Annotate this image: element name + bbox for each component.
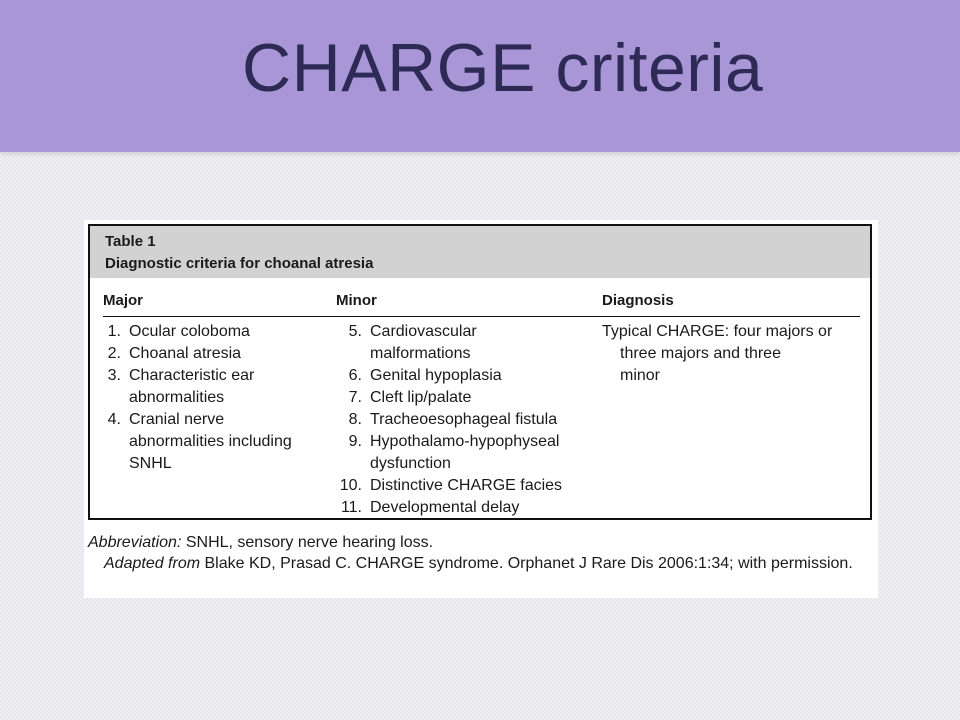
column-header-diagnosis: Diagnosis <box>602 292 674 309</box>
table-header <box>90 226 870 278</box>
criterion-item <box>336 497 596 519</box>
diagnosis-line: minor <box>620 367 661 384</box>
table-caption: Diagnostic criteria for choanal atresia <box>105 255 374 272</box>
criterion-text-line: abnormalities <box>129 389 225 406</box>
criterion-item <box>336 321 596 365</box>
diagnosis-text <box>602 321 864 387</box>
criterion-number: 1. <box>107 323 121 340</box>
diagnosis-line: Typical CHARGE: four majors or <box>602 323 833 340</box>
criterion-text-line: Tracheoesophageal fistula <box>370 411 558 428</box>
criterion-item <box>336 387 596 409</box>
criteria-table <box>88 224 872 520</box>
criterion-item <box>103 343 328 365</box>
criterion-text <box>362 409 557 431</box>
criterion-text-line: Choanal atresia <box>129 345 242 362</box>
criterion-text <box>362 365 502 387</box>
minor-criteria-list <box>336 321 596 519</box>
criterion-text-line: Cardiovascular <box>370 323 477 340</box>
criterion-text <box>362 475 562 497</box>
criterion-text-line: malformations <box>370 345 471 362</box>
criterion-number: 5. <box>348 323 362 340</box>
table-label: Table 1 <box>105 233 156 250</box>
criterion-text-line: Cranial nerve <box>129 411 225 428</box>
source-label: Adapted from <box>104 555 201 572</box>
criterion-item <box>336 475 596 497</box>
column-header-major: Major <box>103 292 144 309</box>
criterion-text <box>121 321 250 343</box>
criterion-text-line: abnormalities including <box>129 433 292 450</box>
abbreviation-text: SNHL, sensory nerve hearing loss. <box>181 534 434 551</box>
criterion-text-line: Hypothalamo-hypophyseal <box>370 433 560 450</box>
criterion-number: 6. <box>348 367 362 384</box>
criterion-text <box>362 387 471 409</box>
criterion-item <box>103 409 328 475</box>
criterion-item <box>336 409 596 431</box>
criterion-number: 4. <box>107 411 121 428</box>
criterion-item <box>103 365 328 409</box>
criterion-text-line: SNHL <box>129 455 172 472</box>
table-figure <box>84 220 878 598</box>
source-note <box>88 553 872 574</box>
criterion-number: 7. <box>348 389 362 406</box>
criterion-text <box>362 321 477 365</box>
criterion-text <box>362 431 559 475</box>
criterion-text-line: Cleft lip/palate <box>370 389 472 406</box>
criterion-item <box>336 365 596 387</box>
criterion-text <box>121 343 241 365</box>
criterion-number: 2. <box>107 345 121 362</box>
criterion-number: 9. <box>348 433 362 450</box>
criterion-text-line: Ocular coloboma <box>129 323 250 340</box>
criterion-number: 10. <box>339 477 362 494</box>
major-criteria-list <box>103 321 328 475</box>
abbreviation-note <box>88 532 872 553</box>
criterion-text-line: Distinctive CHARGE facies <box>370 477 563 494</box>
criterion-item <box>103 321 328 343</box>
criterion-text <box>121 365 254 409</box>
diagnosis-line: three majors and three <box>620 345 781 362</box>
criterion-text <box>362 497 519 519</box>
header-rule <box>103 316 860 317</box>
criterion-text-line: Genital hypoplasia <box>370 367 502 384</box>
source-text: Blake KD, Prasad C. CHARGE syndrome. Orphanet J Rare Dis 2006:1:34; with permission. <box>200 555 853 572</box>
criterion-text-line: Characteristic ear <box>129 367 255 384</box>
criterion-text <box>121 409 292 475</box>
column-header-minor: Minor <box>336 292 377 309</box>
slide-title: CHARGE criteria <box>242 30 764 106</box>
criterion-text-line: dysfunction <box>370 455 451 472</box>
criterion-number: 8. <box>348 411 362 428</box>
criterion-number: 3. <box>107 367 121 384</box>
table-footnotes <box>88 532 872 574</box>
criterion-item <box>336 431 596 475</box>
criterion-number: 11. <box>340 499 362 516</box>
criterion-text-line: Developmental delay <box>370 499 520 516</box>
abbreviation-label: Abbreviation: <box>88 534 182 551</box>
